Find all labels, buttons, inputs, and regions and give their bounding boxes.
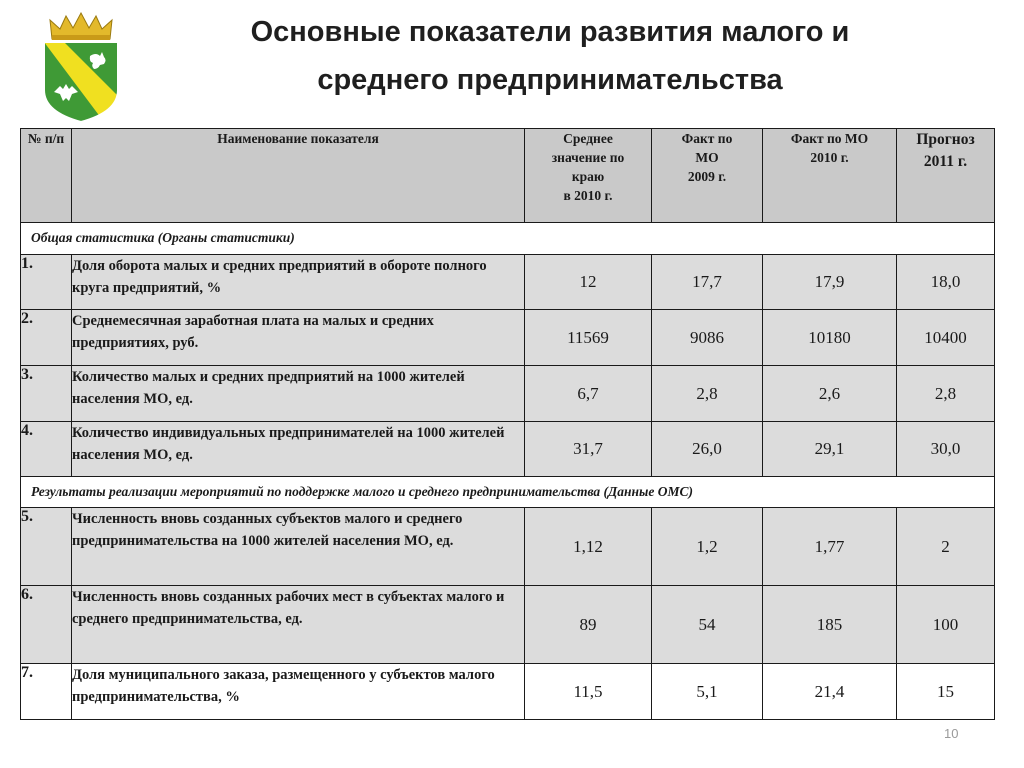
header-avg-line: краю [571, 169, 605, 184]
row-fact-2010: 1,77 [763, 508, 897, 586]
row-avg: 11,5 [525, 664, 652, 720]
table-row [21, 422, 995, 477]
section-row [21, 477, 995, 508]
row-num: 2. [21, 310, 72, 366]
row-forecast: 18,0 [897, 255, 995, 310]
row-avg: 89 [525, 586, 652, 664]
page-number: 10 [944, 726, 959, 741]
slide-title [150, 8, 950, 104]
indicators-table [20, 128, 995, 720]
row-fact-2009: 54 [652, 586, 763, 664]
row-avg: 12 [525, 255, 652, 310]
row-fact-2009: 2,8 [652, 366, 763, 422]
coat-of-arms-emblem [38, 12, 124, 124]
row-avg: 6,7 [525, 366, 652, 422]
row-name: Среднемесячная заработная плата на малых и средних предприятиях, руб. [72, 310, 525, 366]
header-avg-line: значение по [551, 150, 625, 165]
row-num: 7. [21, 664, 72, 720]
row-num: 6. [21, 586, 72, 664]
row-fact-2010: 10180 [763, 310, 897, 366]
row-name: Численность вновь созданных рабочих мест в субъектах малого и среднего предпринимательства, ед. [72, 586, 525, 664]
row-num: 1. [21, 255, 72, 310]
header-fact-2009-line: 2009 г. [687, 169, 727, 184]
header-forecast-line: 2011 г. [923, 153, 968, 170]
row-forecast: 30,0 [897, 422, 995, 477]
row-fact-2009: 1,2 [652, 508, 763, 586]
row-avg: 1,12 [525, 508, 652, 586]
title-line-2: среднего предпринимательства [317, 64, 783, 96]
row-fact-2009: 9086 [652, 310, 763, 366]
table-header-row [21, 129, 995, 223]
table-row [21, 664, 995, 720]
row-fact-2010: 185 [763, 586, 897, 664]
header-fact-2010 [763, 129, 897, 223]
row-fact-2010: 2,6 [763, 366, 897, 422]
title-line-1: Основные показатели развития малого и [250, 16, 850, 48]
table-row [21, 586, 995, 664]
header-avg-line: в 2010 г. [563, 188, 613, 203]
table-row [21, 366, 995, 422]
row-fact-2009: 26,0 [652, 422, 763, 477]
header-num: № п/п [21, 129, 72, 223]
row-forecast: 10400 [897, 310, 995, 366]
row-forecast: 100 [897, 586, 995, 664]
row-fact-2010: 17,9 [763, 255, 897, 310]
row-fact-2010: 21,4 [763, 664, 897, 720]
header-avg [525, 129, 652, 223]
section-title: Результаты реализации мероприятий по поддержке малого и среднего предпринимательства (Данные ОМС) [21, 477, 995, 508]
table-row [21, 508, 995, 586]
row-avg: 11569 [525, 310, 652, 366]
header-name: Наименование показателя [72, 129, 525, 223]
row-num: 5. [21, 508, 72, 586]
row-fact-2009: 17,7 [652, 255, 763, 310]
header-forecast [897, 129, 995, 223]
header-forecast-line: Прогноз [916, 131, 975, 148]
section-row [21, 223, 995, 255]
header-fact-2010-line: 2010 г. [810, 150, 849, 165]
row-name: Доля оборота малых и средних предприятий в обороте полного круга предприятий, % [72, 255, 525, 310]
row-name: Количество малых и средних предприятий на 1000 жителей населения МО, ед. [72, 366, 525, 422]
table-row [21, 310, 995, 366]
row-num: 3. [21, 366, 72, 422]
row-name: Численность вновь созданных субъектов малого и среднего предпринимательства на 1000 жителей населения МО, ед. [72, 508, 525, 586]
table-row [21, 255, 995, 310]
row-avg: 31,7 [525, 422, 652, 477]
section-title: Общая статистика (Органы статистики) [21, 223, 995, 255]
header-fact-2009-line: МО [695, 150, 719, 165]
header-fact-2010-line: Факт по МО [790, 131, 869, 146]
row-forecast: 2,8 [897, 366, 995, 422]
row-fact-2009: 5,1 [652, 664, 763, 720]
header-fact-2009-line: Факт по [681, 131, 733, 146]
row-num: 4. [21, 422, 72, 477]
row-forecast: 2 [897, 508, 995, 586]
row-forecast: 15 [897, 664, 995, 720]
header-fact-2009 [652, 129, 763, 223]
header-avg-line: Среднее [563, 131, 613, 146]
row-fact-2010: 29,1 [763, 422, 897, 477]
row-name: Доля муниципального заказа, размещенного у субъектов малого предпринимательства, % [72, 664, 525, 720]
row-name: Количество индивидуальных предпринимателей на 1000 жителей населения МО, ед. [72, 422, 525, 477]
